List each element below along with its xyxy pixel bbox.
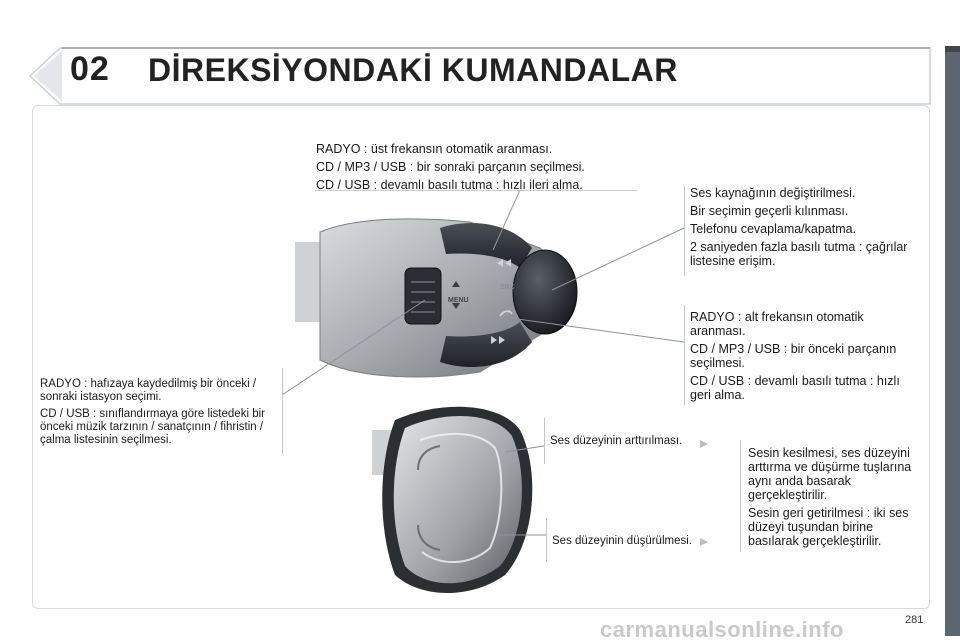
callout-line: Bir seçimin geçerli kılınması. <box>690 204 849 218</box>
callout-previous-track <box>690 310 920 406</box>
callout-next-track <box>316 142 636 196</box>
callout-line: CD / MP3 / USB : bir sonraki parçanın seçilmesi. <box>316 160 585 174</box>
menu-label: MENU <box>448 297 469 304</box>
chapter-number: 02 <box>70 50 110 88</box>
src-button <box>513 250 577 334</box>
page-title: DİREKSİYONDAKİ KUMANDALAR <box>148 52 678 88</box>
callout-volume-up: Ses düzeyinin arttırılması. <box>550 435 683 447</box>
right-middle-callout-rule <box>684 305 685 405</box>
callout-line: CD / MP3 / USB : bir önceki parçanın seçilmesi. <box>690 342 897 370</box>
upper-control-unit <box>295 219 577 377</box>
callout-line: CD / USB : devamlı basılı tutma : hızlı geri alma. <box>690 374 900 402</box>
callout-line: CD / USB : devamlı basılı tutma : hızlı ileri alma. <box>316 178 583 192</box>
callout-line: Telefonu cevaplama/kapatma. <box>690 222 857 236</box>
watermark: carmanualsonline.info <box>600 617 844 642</box>
callout-line: 2 saniyeden fazla basılı tutma : çağrılar listesine erişim. <box>690 240 908 268</box>
callout-line: CD / USB : sınıflandırmaya göre listedeki bir önceki müzik tarzının / sanatçının / fihristin / çalma listesinin seçilmesi. <box>40 408 265 446</box>
arrow-markers <box>700 440 708 546</box>
callout-line: Sesin kesilmesi, ses düzeyini arttırma ve düşürme tuşlarına aynı anda basarak gerçekleştirilir. <box>748 446 912 502</box>
callout-mute <box>748 446 923 552</box>
callout-volume-down: Ses düzeyinin düşürülmesi. <box>552 535 692 547</box>
callout-source <box>690 186 925 272</box>
callout-scroll-wheel <box>40 378 278 451</box>
right-top-callout-rule <box>684 186 685 276</box>
callout-line: Sesin geri getirilmesi : iki ses düzeyi tuşundan birine basılarak gerçekleştirilir. <box>748 506 909 548</box>
scroll-wheel <box>405 268 441 324</box>
mute-callout-rule <box>740 440 741 552</box>
callout-line: RADYO : hafızaya kaydedilmiş bir önceki / sonraki istasyon seçimi. <box>40 378 257 403</box>
volume-up-rule <box>544 418 545 464</box>
volume-control-unit <box>372 407 532 593</box>
src-label: SRC <box>500 284 515 291</box>
volume-down-rule <box>546 518 547 562</box>
callout-line: RADYO : alt frekansın otomatik aranması. <box>690 310 864 338</box>
page-number: 281 <box>905 614 924 626</box>
callout-line: Ses kaynağının değiştirilmesi. <box>690 186 856 200</box>
left-callout-rule <box>282 368 283 454</box>
callout-line: RADYO : üst frekansın otomatik aranması. <box>316 142 553 156</box>
